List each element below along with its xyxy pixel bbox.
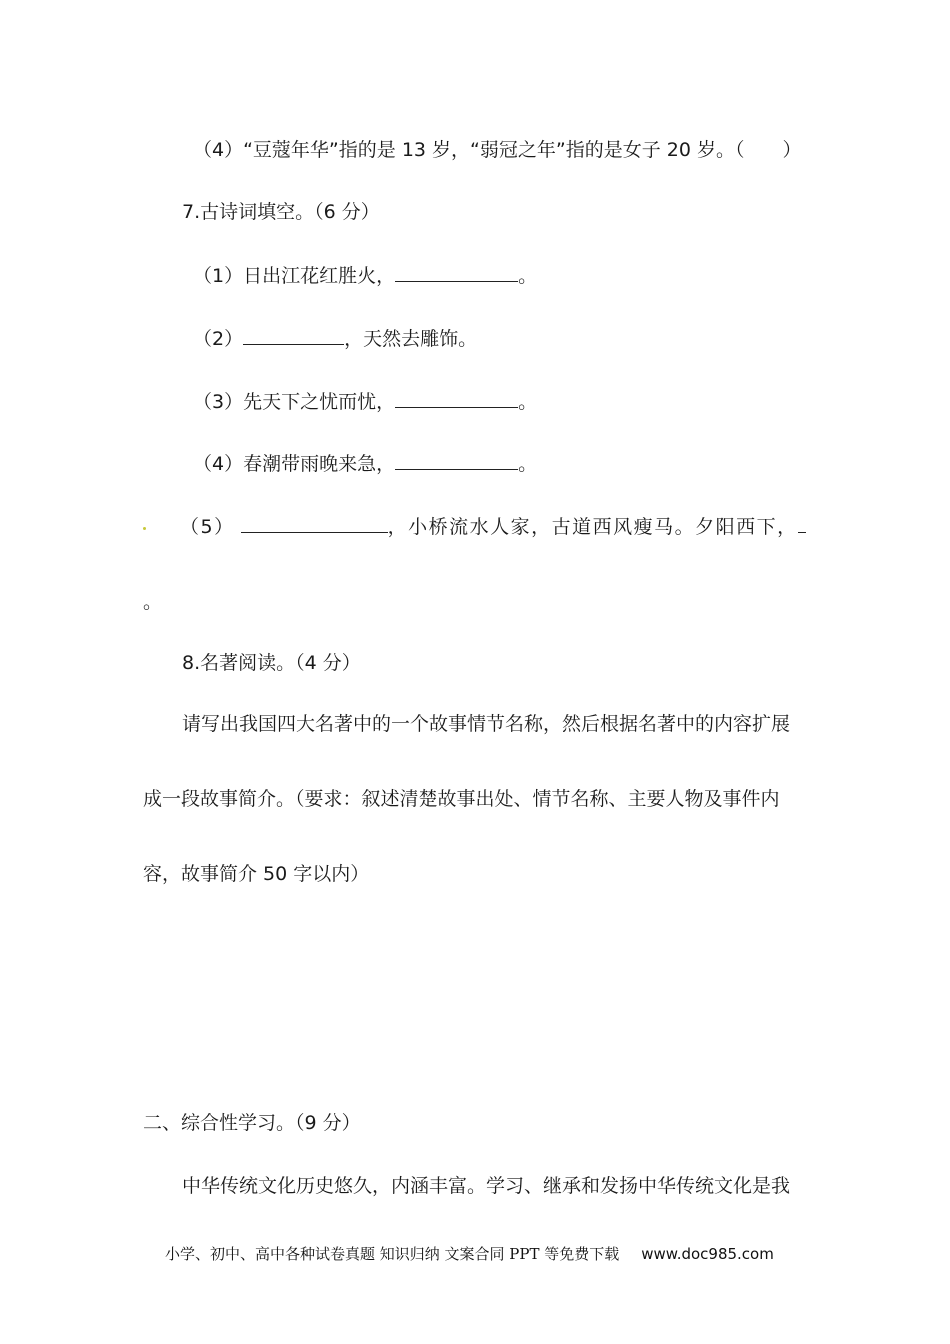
footer-text: 小学、初中、高中各种试卷真题 知识归纳 文案合同 PPT 等免费下载	[165, 1245, 620, 1263]
poem-item-1-prefix: （1）日出江花红胜火，	[193, 265, 396, 287]
poem-item-2	[193, 326, 477, 351]
question-8-title: 8.名著阅读。（4 分）	[182, 652, 361, 674]
poem-item-5-middle: ，小桥流水人家，古道西风瘦马。夕阳西下，	[387, 516, 798, 538]
poem-item-1-suffix: 。	[518, 265, 538, 287]
poem-blank-3[interactable]	[395, 389, 518, 408]
page-footer	[165, 1243, 774, 1264]
scan-speck	[143, 527, 146, 530]
poem-item-3-suffix: 。	[518, 391, 538, 413]
question-8-para-1: 请写出我国四大名著中的一个故事情节名称，然后根据名著中的内容扩展	[182, 713, 791, 735]
poem-blank-4[interactable]	[395, 451, 518, 470]
question-6-4: （4）“豆蔻年华”指的是 13 岁，“弱冠之年”指的是女子 20 岁。（ ）	[193, 139, 802, 161]
poem-item-4-prefix: （4）春潮带雨晚来急，	[193, 453, 396, 475]
section-2-title: 二、综合性学习。（9 分）	[143, 1112, 361, 1134]
poem-item-3	[193, 389, 537, 414]
section-2-para-1: 中华传统文化历史悠久，内涵丰富。学习、继承和发扬中华传统文化是我	[182, 1175, 791, 1197]
poem-item-5-end: 。	[143, 591, 163, 613]
question-8-para-2: 成一段故事简介。（要求：叙述清楚故事出处、情节名称、主要人物及事件内	[143, 788, 780, 810]
poem-item-5	[180, 514, 806, 539]
question-7-title: 7.古诗词填空。（6 分）	[182, 201, 380, 223]
question-8-para-3: 容，故事简介 50 字以内）	[143, 863, 370, 885]
poem-item-4-suffix: 。	[518, 453, 538, 475]
poem-blank-1[interactable]	[395, 263, 518, 282]
poem-blank-5a[interactable]	[241, 514, 388, 533]
poem-item-1	[193, 263, 537, 288]
footer-url[interactable]: www.doc985.com	[641, 1245, 774, 1263]
poem-item-2-suffix: ，天然去雕饰。	[344, 328, 478, 350]
poem-item-3-prefix: （3）先天下之忧而忧，	[193, 391, 396, 413]
poem-blank-2[interactable]	[243, 326, 344, 345]
poem-item-2-prefix: （2）	[193, 328, 244, 350]
poem-blank-5b[interactable]	[798, 514, 806, 533]
poem-item-4	[193, 451, 537, 476]
poem-item-5-prefix: （5）	[180, 516, 235, 538]
